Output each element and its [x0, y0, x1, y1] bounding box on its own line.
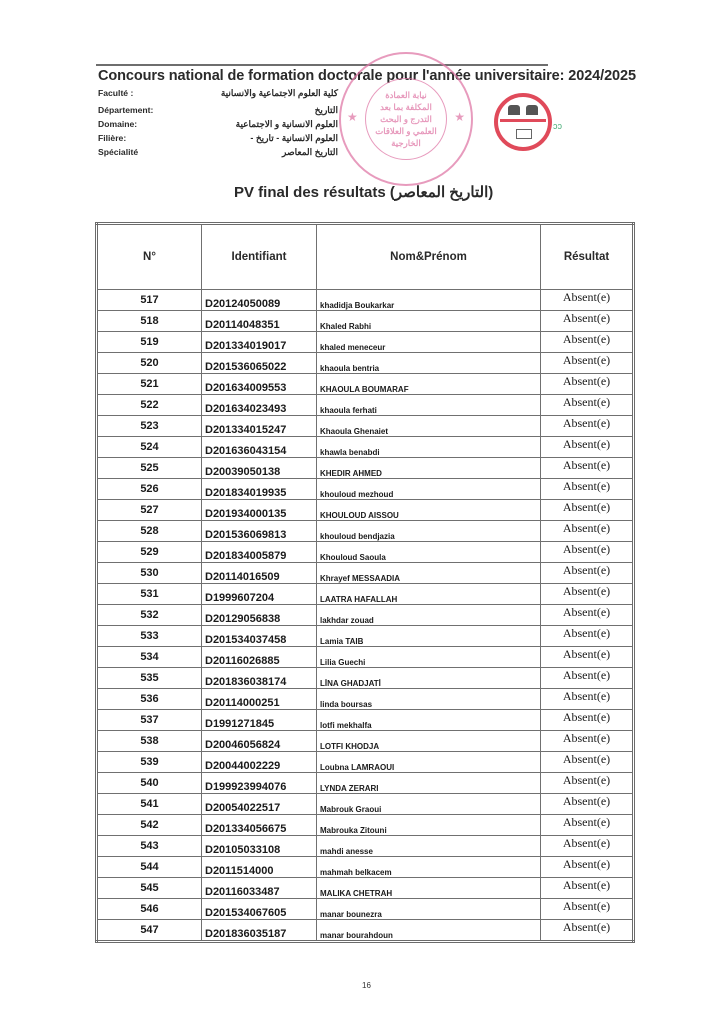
row-name: khouloud bendjazia	[317, 521, 541, 542]
row-identifiant: D201534067605	[202, 899, 317, 920]
stamp-inner-ring	[365, 78, 447, 160]
row-name: Khrayef MESSAADIA	[317, 563, 541, 584]
row-result: Absent(e)	[541, 794, 634, 815]
table-row	[97, 332, 634, 353]
page-number: 16	[362, 981, 371, 990]
row-number: 545	[97, 878, 202, 899]
row-number: 517	[97, 290, 202, 311]
row-name: KHOULOUD AISSOU	[317, 500, 541, 521]
row-result: Absent(e)	[541, 773, 634, 794]
row-number: 526	[97, 479, 202, 500]
row-number: 530	[97, 563, 202, 584]
column-header-result: Résultat	[541, 224, 634, 290]
row-identifiant: D201334019017	[202, 332, 317, 353]
row-result: Absent(e)	[541, 710, 634, 731]
row-result: Absent(e)	[541, 752, 634, 773]
field-filiere	[98, 133, 338, 147]
row-identifiant: D201836035187	[202, 920, 317, 942]
row-number: 532	[97, 605, 202, 626]
row-result: Absent(e)	[541, 374, 634, 395]
table-row	[97, 773, 634, 794]
row-number: 537	[97, 710, 202, 731]
field-value: العلوم الانسانية و الاجتماعية	[235, 119, 338, 129]
field-label: Faculté :	[98, 88, 134, 98]
table-row	[97, 857, 634, 878]
stamp-line: الخارجية	[391, 138, 421, 148]
row-name: KHEDIR AHMED	[317, 458, 541, 479]
table-row	[97, 836, 634, 857]
table-row	[97, 626, 634, 647]
row-result: Absent(e)	[541, 332, 634, 353]
row-identifiant: D201534037458	[202, 626, 317, 647]
row-identifiant: D20105033108	[202, 836, 317, 857]
row-result: Absent(e)	[541, 731, 634, 752]
row-name: khadidja Boukarkar	[317, 290, 541, 311]
row-number: 531	[97, 584, 202, 605]
row-result: Absent(e)	[541, 563, 634, 584]
row-result: Absent(e)	[541, 626, 634, 647]
row-name: mahdi anesse	[317, 836, 541, 857]
row-result: Absent(e)	[541, 836, 634, 857]
logo-figure-icon	[526, 105, 538, 115]
row-number: 523	[97, 416, 202, 437]
row-identifiant: D20116026885	[202, 647, 317, 668]
row-name: Mabrouka Zitouni	[317, 815, 541, 836]
row-name: manar bourahdoun	[317, 920, 541, 942]
row-number: 541	[97, 794, 202, 815]
field-label: Spécialité	[98, 147, 139, 157]
table-row	[97, 374, 634, 395]
row-number: 522	[97, 395, 202, 416]
field-value: التاريخ المعاصر	[282, 147, 338, 157]
stamp-line: نيابة العمادة	[385, 90, 427, 100]
table-row	[97, 500, 634, 521]
row-name: lakhdar zouad	[317, 605, 541, 626]
row-name: Khouloud Saoula	[317, 542, 541, 563]
stamp-line: المكلفة بما بعد	[380, 102, 432, 112]
subtitle-text: PV final des résultats	[234, 184, 386, 201]
table-row	[97, 731, 634, 752]
row-result: Absent(e)	[541, 437, 634, 458]
field-label: Domaine:	[98, 119, 138, 129]
row-name: manar bounezra	[317, 899, 541, 920]
row-identifiant: D201334015247	[202, 416, 317, 437]
row-identifiant: D1991271845	[202, 710, 317, 731]
row-identifiant: D20054022517	[202, 794, 317, 815]
field-label: Département:	[98, 105, 154, 115]
field-label: Filière:	[98, 133, 127, 143]
table-row	[97, 647, 634, 668]
results-table	[95, 222, 635, 943]
row-number: 539	[97, 752, 202, 773]
row-number: 546	[97, 899, 202, 920]
row-number: 520	[97, 353, 202, 374]
row-number: 535	[97, 668, 202, 689]
table-row	[97, 584, 634, 605]
row-result: Absent(e)	[541, 647, 634, 668]
table-row	[97, 479, 634, 500]
table-body	[97, 290, 634, 942]
row-name: khouloud mezhoud	[317, 479, 541, 500]
table-row	[97, 710, 634, 731]
row-name: khaoula bentria	[317, 353, 541, 374]
university-logo	[494, 93, 552, 151]
field-specialite	[98, 147, 338, 161]
column-header-number: N°	[97, 224, 202, 290]
stamp-line: التدرج و البحث	[380, 114, 432, 124]
row-identifiant: D201536065022	[202, 353, 317, 374]
star-icon: ★	[347, 110, 358, 124]
row-name: lotfi mekhalfa	[317, 710, 541, 731]
row-identifiant: D20116033487	[202, 878, 317, 899]
row-identifiant: D2011514000	[202, 857, 317, 878]
subtitle-specialty: (التاريخ المعاصر)	[389, 184, 494, 201]
table-row	[97, 899, 634, 920]
logo-figure-icon	[508, 105, 520, 115]
row-result: Absent(e)	[541, 521, 634, 542]
row-name: Mabrouk Graoui	[317, 794, 541, 815]
row-result: Absent(e)	[541, 479, 634, 500]
row-result: Absent(e)	[541, 899, 634, 920]
row-name: LİNA GHADJATİ	[317, 668, 541, 689]
field-value: العلوم الانسانية - تاريخ -	[250, 133, 338, 143]
table-row	[97, 668, 634, 689]
row-identifiant: D201934000135	[202, 500, 317, 521]
row-number: 547	[97, 920, 202, 942]
row-number: 518	[97, 311, 202, 332]
document-title: Concours national de formation doctorale pour l'année universitaire: 2024/2025	[98, 68, 636, 84]
row-identifiant: D1999607204	[202, 584, 317, 605]
star-icon: ★	[454, 110, 465, 124]
row-result: Absent(e)	[541, 311, 634, 332]
row-name: khaoula ferhati	[317, 395, 541, 416]
row-identifiant: D201636043154	[202, 437, 317, 458]
row-name: KHAOULA BOUMARAF	[317, 374, 541, 395]
row-number: 536	[97, 689, 202, 710]
row-name: LAATRA HAFALLAH	[317, 584, 541, 605]
row-number: 538	[97, 731, 202, 752]
row-identifiant: D201634009553	[202, 374, 317, 395]
row-number: 529	[97, 542, 202, 563]
page-subtitle	[234, 183, 493, 201]
row-name: khaled meneceur	[317, 332, 541, 353]
official-stamp	[339, 52, 473, 186]
logo-bar	[500, 119, 546, 122]
table-row	[97, 290, 634, 311]
field-domaine	[98, 119, 338, 133]
field-faculte	[98, 88, 338, 105]
row-identifiant: D201334056675	[202, 815, 317, 836]
row-number: 521	[97, 374, 202, 395]
row-result: Absent(e)	[541, 878, 634, 899]
row-number: 525	[97, 458, 202, 479]
row-identifiant: D201834019935	[202, 479, 317, 500]
row-identifiant: D20044002229	[202, 752, 317, 773]
table-row	[97, 521, 634, 542]
header-fields	[98, 88, 338, 161]
row-result: Absent(e)	[541, 500, 634, 521]
field-value: التاريخ	[314, 105, 338, 115]
row-name: Loubna LAMRAOUI	[317, 752, 541, 773]
row-result: Absent(e)	[541, 542, 634, 563]
row-identifiant: D20046056824	[202, 731, 317, 752]
table-row	[97, 794, 634, 815]
row-identifiant: D20114048351	[202, 311, 317, 332]
stamp-line: العلمي و العلاقات	[375, 126, 437, 136]
table-row	[97, 605, 634, 626]
table-row	[97, 542, 634, 563]
field-departement	[98, 105, 338, 119]
column-header-identifiant: Identifiant	[202, 224, 317, 290]
row-name: Lilia Guechi	[317, 647, 541, 668]
row-result: Absent(e)	[541, 605, 634, 626]
table-row	[97, 437, 634, 458]
row-name: linda boursas	[317, 689, 541, 710]
row-number: 519	[97, 332, 202, 353]
row-name: mahmah belkacem	[317, 857, 541, 878]
row-name: Lamia TAIB	[317, 626, 541, 647]
logo-accent-icon: ↄↄ	[553, 121, 562, 131]
table-row	[97, 689, 634, 710]
table-row	[97, 920, 634, 942]
row-identifiant: D201836038174	[202, 668, 317, 689]
row-number: 543	[97, 836, 202, 857]
row-name: Khaoula Ghenaiet	[317, 416, 541, 437]
table-row	[97, 563, 634, 584]
row-name: MALIKA CHETRAH	[317, 878, 541, 899]
header-rule	[96, 64, 548, 66]
row-number: 533	[97, 626, 202, 647]
row-result: Absent(e)	[541, 584, 634, 605]
row-identifiant: D20114016509	[202, 563, 317, 584]
row-result: Absent(e)	[541, 857, 634, 878]
row-name: LOTFI KHODJA	[317, 731, 541, 752]
row-result: Absent(e)	[541, 353, 634, 374]
table-row	[97, 878, 634, 899]
row-number: 524	[97, 437, 202, 458]
table-row	[97, 815, 634, 836]
row-name: khawla benabdi	[317, 437, 541, 458]
row-result: Absent(e)	[541, 920, 634, 942]
field-value: كلية العلوم الاجتماعية والانسانية	[220, 88, 338, 98]
row-identifiant: D201536069813	[202, 521, 317, 542]
table-row	[97, 458, 634, 479]
book-icon	[516, 129, 532, 139]
row-number: 544	[97, 857, 202, 878]
row-identifiant: D20114000251	[202, 689, 317, 710]
table-row	[97, 353, 634, 374]
row-result: Absent(e)	[541, 395, 634, 416]
row-name: Khaled Rabhi	[317, 311, 541, 332]
row-number: 542	[97, 815, 202, 836]
row-result: Absent(e)	[541, 668, 634, 689]
row-result: Absent(e)	[541, 689, 634, 710]
row-result: Absent(e)	[541, 815, 634, 836]
table-header-row	[97, 224, 634, 290]
row-identifiant: D20039050138	[202, 458, 317, 479]
row-result: Absent(e)	[541, 458, 634, 479]
row-number: 528	[97, 521, 202, 542]
stamp-text	[366, 89, 446, 149]
row-number: 527	[97, 500, 202, 521]
row-result: Absent(e)	[541, 290, 634, 311]
row-number: 534	[97, 647, 202, 668]
row-identifiant: D201834005879	[202, 542, 317, 563]
row-number: 540	[97, 773, 202, 794]
table-row	[97, 752, 634, 773]
row-identifiant: D201634023493	[202, 395, 317, 416]
table-row	[97, 311, 634, 332]
row-identifiant: D20124050089	[202, 290, 317, 311]
row-identifiant: D199923994076	[202, 773, 317, 794]
row-identifiant: D20129056838	[202, 605, 317, 626]
table-row	[97, 395, 634, 416]
table-row	[97, 416, 634, 437]
column-header-name: Nom&Prénom	[317, 224, 541, 290]
row-name: LYNDA ZERARI	[317, 773, 541, 794]
row-result: Absent(e)	[541, 416, 634, 437]
